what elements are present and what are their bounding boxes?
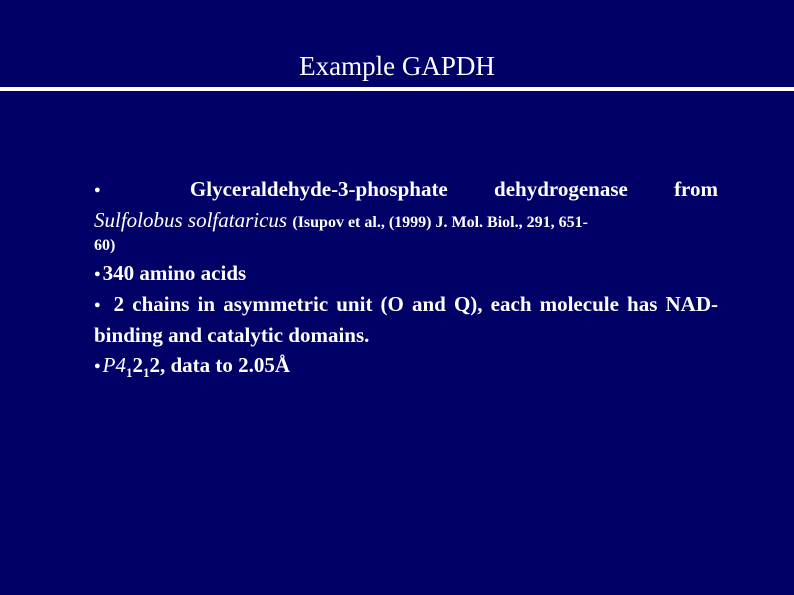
bullet-item-space-group bbox=[94, 350, 718, 381]
organism-name: Sulfolobus solfataricus bbox=[94, 208, 288, 232]
title-divider bbox=[0, 87, 794, 91]
resolution-text: , data to 2.05Å bbox=[159, 353, 291, 377]
bullet-icon: ● bbox=[94, 184, 142, 196]
bullet-item-amino-acids bbox=[94, 258, 718, 289]
space-group-end: 2 bbox=[149, 353, 160, 377]
space-group-p: P4 bbox=[102, 353, 126, 377]
subscript-1: 1 bbox=[125, 365, 133, 381]
bullet-lead-text: Glyceraldehyde-3-phosphate dehydrogenase from bbox=[189, 177, 718, 201]
reference-tail: 60) bbox=[94, 237, 116, 254]
bullet-item-chains bbox=[94, 289, 718, 350]
subscript-2: 1 bbox=[142, 365, 150, 381]
slide-body bbox=[94, 174, 718, 381]
bullet-item-gapdh-continued bbox=[94, 205, 718, 258]
slide-title: Example GAPDH bbox=[299, 51, 495, 81]
reference-text: (Isupov et al., (1999) J. Mol. Biol., 291, 651- bbox=[292, 214, 588, 231]
bullet-item-gapdh bbox=[94, 174, 718, 205]
bullet-text: 340 amino acids bbox=[102, 261, 247, 285]
bullet-icon: ● bbox=[94, 360, 101, 372]
bullet-icon: ● bbox=[94, 268, 101, 280]
bullet-text: 2 chains in asymmetric unit (O and Q), each molecule has NAD-binding and catalytic domains. bbox=[94, 292, 718, 347]
space-group-mid: 2 bbox=[132, 353, 143, 377]
bullet-icon: ● bbox=[94, 299, 104, 311]
